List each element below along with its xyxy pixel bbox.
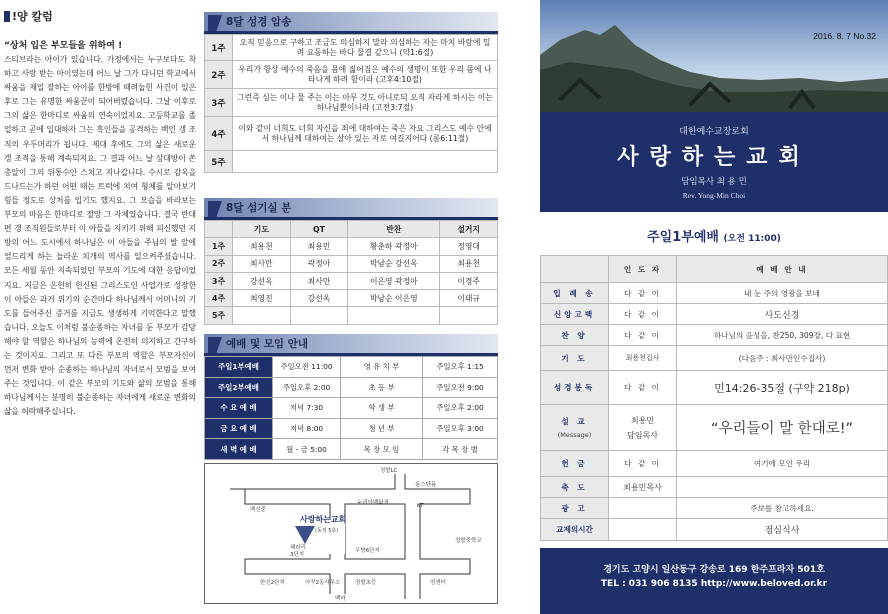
table-cell: 4주 [205, 290, 233, 307]
table-cell: 주일오전 9:00 [423, 377, 498, 398]
table-cell: 곽정아 [290, 255, 348, 272]
table-cell: 새 벽 예 배 [205, 439, 273, 460]
table-cell: 최용천 [440, 255, 498, 272]
table-row [205, 151, 498, 173]
verse-text: 이와 같이 너희도 너희 자신을 죄에 대하여는 죽은 자요 그리스도 예수 안에서 하나님께 대하여는 살아 있는 자로 여길지어다 (롬6:11절) [233, 117, 498, 151]
bulletin-date: 2016. 8. 7 No.32 [813, 31, 876, 41]
verse-text [233, 151, 498, 173]
table-cell: 청 년 부 [341, 418, 423, 439]
table-cell: 주일2부예배 [205, 377, 273, 398]
table-row [205, 255, 498, 272]
map-label: KT [417, 503, 424, 509]
table-cell: 각 목 장 별 [423, 439, 498, 460]
verse-week: 3주 [205, 89, 233, 117]
table-row [205, 89, 498, 117]
table-row [205, 117, 498, 151]
map-label: 한신2단지 [260, 580, 285, 586]
table-cell: 이경주 [440, 272, 498, 289]
table-row: 기 도 최용천집사 (다음주 : 최사만인수집사) [541, 346, 888, 371]
table-cell: 1주 [205, 238, 233, 255]
table-cell: 박남순 강선옥 [348, 255, 440, 272]
table-cell: 주일오후 1:15 [423, 357, 498, 378]
verse-text: 우리가 항상 예수의 죽음을 몸에 짊어짐은 예수의 생명이 또한 우리 몸에 나타나게 하려 함이라 (고후4:10절) [233, 61, 498, 89]
table-cell: 월 - 금 5:00 [273, 439, 341, 460]
table-cell: 저녁 7:30 [273, 398, 341, 419]
mountain-photo [540, 0, 888, 112]
map-drawing [205, 464, 497, 603]
church-name: 사랑하는교회 [617, 145, 811, 170]
map-label: 동스텐돔 [415, 482, 437, 488]
map-label: 아꾸2동사무소 [305, 580, 341, 586]
table-row [205, 290, 498, 307]
schedule-section-title: 예배 및 모임 안내 [204, 334, 498, 356]
table-cell: 주일오전 11:00 [273, 357, 341, 378]
map-label: 엄센터 [430, 580, 446, 586]
verse-table [204, 34, 498, 173]
pastor-name-en: Rev. Yong-Min Choi [682, 191, 746, 200]
table-row [205, 377, 498, 398]
table-header-row [205, 221, 498, 238]
schedule-table [204, 356, 498, 460]
table-cell: 강선옥 [290, 290, 348, 307]
sermon-title: “우리들이 말 한대로!” [677, 405, 888, 451]
table-cell: 최영진 [233, 290, 291, 307]
table-cell: 주일오후 2:00 [273, 377, 341, 398]
column-body: 스티브라는 아이가 있습니다. 가정에서는 누구보다도 착하고 사랑 받는 아이였는데 어느 날 그가 다니던 학교에서 싸움을 제일 잘하는 아이를 한방에 때려눕힌 사건이 있은 후로 그는 유명한 싸움꾼이 되어버렸습니다. 그날 이후로 그의 삶은 한마디로 싸움의 연속이었지요. 고등학교를 졸업하고 곧에 입대하자 그는 흑인들을 공격하는 백인 갱 조직의 우두머리가 됩니다. 제대 후에도 그의 삶은 새로운 갱 조직을 통해 계속되지요. 그 결과 어느 날 상대방이 쏜 총알이 그의 뒤통수안 스치고 지나갑니다. 수시로 감옥을 드나드는가 하던 어떤 때는 트럭에 치여 형체를 알아보기 힘들 정도로 상처를 입기도 했지요. 그 모습을 바라보는 부모의 마음은 한마디로 절망 그 자체였습니다. 결국 반대편 갱 조직원들로부터 이 아들을 지키기 위해 피신했던 지방의 어느 도시에서 하나님은 이 아들을 주님의 발 앞에 엎드리게 하는 놀라운 치개의 역사를 일으켜주셨습니다. 모든 세월 동안 지속되었던 부모의 기도에 대한 응답이었지요. 지금은 은헌히 헌신된 그리스도인 사업가로 성장한 이 아들은 과거 위기의 순간마다 하나님께서 어머니의 기도를 들어주신 증거를 지금도 생생하게 기억한다고 말했습니다. 오늘도 이처럼 불순종하는 자녀를 둔 부모가 감당해야 할 역할은 하나님의 능력에 온전히 의지하고 간구하는 것이지요. 그리고 또 다른 부모의 역할은 부모자신이 먼저 변화 받아 순종하는 하나님의 자녀로서 모범을 보여주는 것입니다. 이 같은 부모의 기도와 삶의 모범을 통해 하나님께서는 분명히 불순종하는 자녀에게 새로운 변화의 삶을 허락해주십니다. [4, 55, 196, 417]
verse-week: 5주 [205, 151, 233, 173]
column-header: 반찬 [348, 221, 440, 238]
table-cell: 학 생 부 [341, 398, 423, 419]
table-row [205, 307, 498, 324]
map-label: 정발중학교 [455, 538, 482, 544]
table-row: 찬 양 다 같 이 하나님의 음성을, 찬250, 309장, 다 표현 [541, 325, 888, 346]
table-row [205, 418, 498, 439]
table-cell: 수 요 예 배 [205, 398, 273, 419]
order-of-worship [540, 255, 888, 541]
verse-week: 4주 [205, 117, 233, 151]
map-label: 3단지 [290, 552, 305, 558]
table-row [205, 272, 498, 289]
table-row [205, 35, 498, 61]
table-cell: 3주 [205, 272, 233, 289]
table-cell: 주일오후 3:00 [423, 418, 498, 439]
map-label: 헤라리 [290, 545, 306, 551]
table-cell: 이태규 [440, 290, 498, 307]
table-row [205, 439, 498, 460]
location-map [204, 463, 498, 604]
table-row: 교제의시간 점심식사 [541, 519, 888, 541]
table-header-row: 인 도 자 예 배 안 내 [541, 256, 888, 283]
table-cell: 저녁 8:00 [273, 418, 341, 439]
verse-section [204, 12, 498, 173]
table-row: 입 례 송 다 같 이 내 눈 주의 영광을 보네 [541, 283, 888, 304]
table-cell: 주일1부예배 [205, 357, 273, 378]
table-cell: 금 요 예 배 [205, 418, 273, 439]
table-cell: 주일오후 2:00 [423, 398, 498, 419]
service-section-title: 8달 섬기실 분 [204, 198, 498, 220]
table-row: 성경봉독 다 같 이 민14:26-35절 (구약 218p) [541, 371, 888, 405]
map-label: 백신중 [250, 507, 266, 513]
table-cell [290, 307, 348, 324]
table-row: 광 고 주보를 참고하세요. [541, 498, 888, 519]
table-cell: 최용민 [290, 238, 348, 255]
map-label: 정발LC [380, 468, 398, 474]
table-cell: 최사만 [233, 255, 291, 272]
verse-section-title: 8달 성경 암송 [204, 12, 498, 34]
table-cell: 목 장 모 임 [341, 439, 423, 460]
column-header: QT [290, 221, 348, 238]
map-label: 누리아백화점 [357, 500, 389, 506]
table-cell: 최용천 [233, 238, 291, 255]
table-cell: 5주 [205, 307, 233, 324]
table-row [205, 238, 498, 255]
pastor-column [4, 8, 196, 419]
table-cell: 정영대 [440, 238, 498, 255]
verse-text: 오직 믿음으로 구하고 조금도 의심하지 말라 의심하는 자는 마치 바람에 밀려 요동하는 바다 물결 같으니 (약1:6절) [233, 35, 498, 61]
table-cell [233, 307, 291, 324]
service-section [204, 198, 498, 325]
column-header: 기도 [233, 221, 291, 238]
table-cell [440, 307, 498, 324]
pastor-name: 담임목사 최 용 민 [681, 177, 747, 187]
schedule-section [204, 334, 498, 460]
column-subtitle: “상처 입은 부모들을 위하여 ! [4, 41, 123, 51]
map-label: (동정 5층) [315, 528, 339, 534]
table-cell: 2주 [205, 255, 233, 272]
table-row: 축 도 최용민목사 [541, 477, 888, 498]
church-footer [540, 548, 888, 614]
church-address: 경기도 고양시 일산동구 강송로 169 한주프라자 501호 [603, 565, 825, 575]
map-label: 정발초등 [355, 580, 377, 586]
verse-week: 1주 [205, 35, 233, 61]
table-cell: 박남순 이은영 [348, 290, 440, 307]
column-title: !양 칼럼 [4, 8, 196, 24]
table-cell: 최사만 [290, 272, 348, 289]
table-cell [348, 307, 440, 324]
table-cell: 영 유 치 부 [341, 357, 423, 378]
table-row [205, 61, 498, 89]
column-header [205, 221, 233, 238]
table-cell: 황춘하 곽정아 [348, 238, 440, 255]
table-row [205, 357, 498, 378]
church-contact: TEL : 031 906 8135 http://www.beloved.or.kr [600, 579, 828, 589]
service-title: 주일1부예배 (오전 11:00) [647, 230, 781, 245]
title-mark-icon [4, 11, 10, 22]
table-cell: 이은영 곽정아 [348, 272, 440, 289]
table-row [205, 398, 498, 419]
verse-text: 그런즉 심는 이나 물 주는 이는 아무 것도 아니로되 오직 자라게 하시는 이는 하나님뿐이니라 (고전3:7절) [233, 89, 498, 117]
table-row: 설 교 (Message) 최용민 담임목사 “우리들이 말 한대로!” [541, 405, 888, 451]
table-cell: 초 등 부 [341, 377, 423, 398]
table-cell: 강선옥 [233, 272, 291, 289]
verse-week: 2주 [205, 61, 233, 89]
table-row: 헌 금 다 같 이 여기에 모인 우리 [541, 451, 888, 477]
map-label: 백마 [335, 596, 346, 602]
table-row: 신앙고백 다 같 이 사도신경 [541, 304, 888, 325]
service-table [204, 220, 498, 325]
map-label: 우방6단지 [355, 548, 380, 554]
denomination: 대한예수교장로회 [679, 127, 749, 137]
church-banner [540, 112, 888, 212]
column-header: 설거지 [440, 221, 498, 238]
map-label: 사랑하는교회 [300, 515, 347, 524]
